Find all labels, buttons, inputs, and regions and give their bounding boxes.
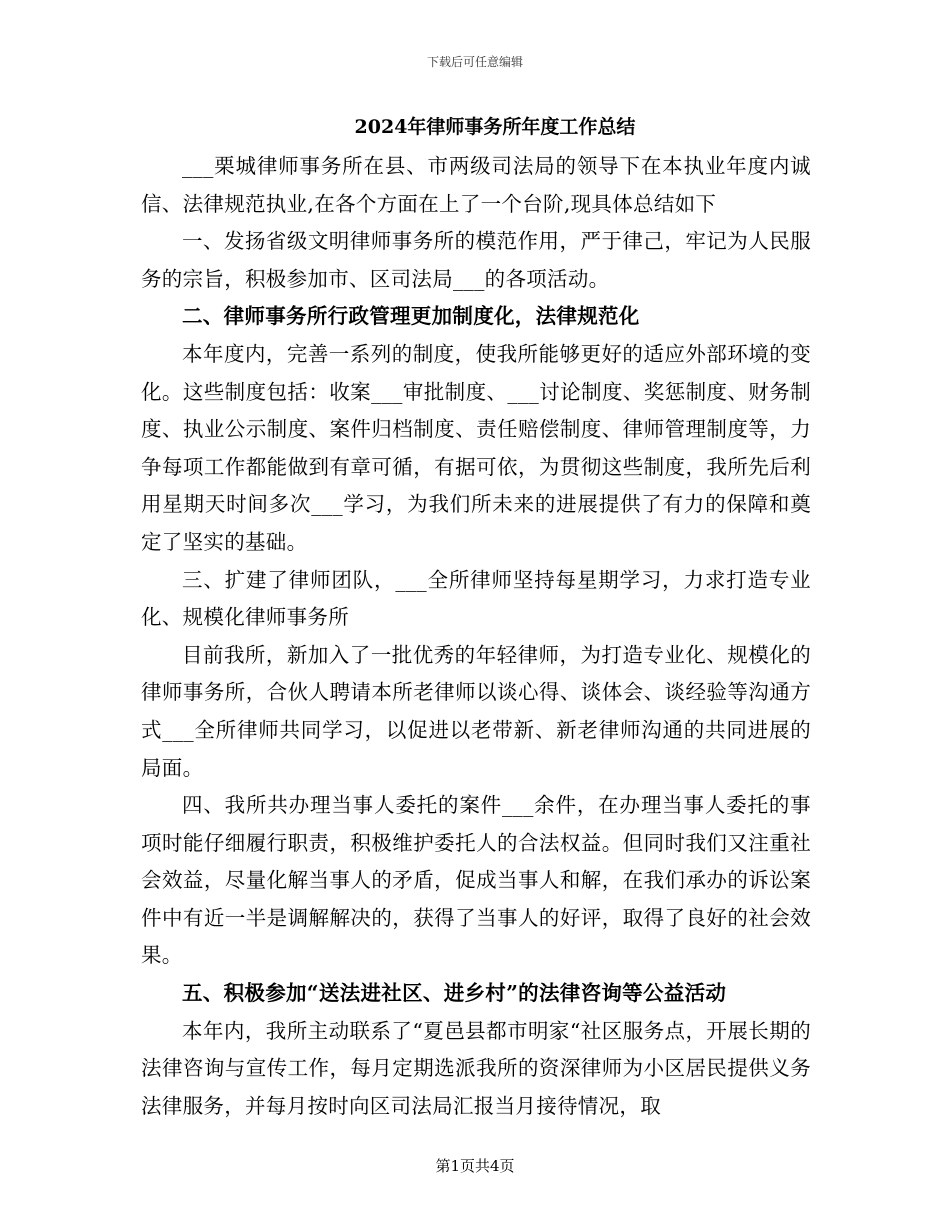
section-heading-5: 五、积极参加“送法进社区、进乡村”的法律咨询等公益活动: [182, 981, 727, 1006]
paragraph-section-2-body: 本年度内，完善一系列的制度，使我所能够更好的适应外部环境的变化。这些制度包括：收案___审批制度、___讨论制度、奖惩制度、财务制度、执业公示制度、案件归档制度、责任赔偿制度、律师管理制度等，力争每项工作都能做到有章可循，有据可依，为贯彻这些制度，我所先后利用星期天时间多次___学习，为我们所未来的进展提供了有力的保障和奠定了坚实的基础。: [141, 341, 811, 554]
section-heading-2: 二、律师事务所行政管理更加制度化，法律规范化: [182, 304, 640, 329]
paragraph-section-1: 一、发扬省级文明律师事务所的模范作用，严于律己，牢记为人民服务的宗旨，积极参加市、区司法局___的各项活动。: [141, 229, 811, 291]
paragraph-intro: ___栗城律师事务所在县、市两级司法局的领导下在本执业年度内诚信、法律规范执业,在各个方面在上了一个台阶,现具体总结如下: [141, 154, 811, 216]
page-header-note: 下载后可任意编辑: [426, 55, 523, 69]
document-title: 2024年律师事务所年度工作总结: [354, 116, 636, 138]
document-body: [141, 112, 811, 1125]
paragraph-section-5-body: 本年内，我所主动联系了“夏邑县都市明家“社区服务点，开展长期的法律咨询与宣传工作，每月定期选派我所的资深律师为小区居民提供义务法律服务，并每月按时向区司法局汇报当月接待情况，取: [141, 1018, 811, 1118]
paragraph-section-3-body: 目前我所，新加入了一批优秀的年轻律师，为打造专业化、规模化的律师事务所，合伙人聘请本所老律师以谈心得、谈体会、谈经验等沟通方式___全所律师共同学习，以促进以老带新、新老律师沟通的共同进展的局面。: [141, 642, 811, 780]
page-number-footer: 第1页共4页: [435, 1157, 515, 1175]
paragraph-section-4: 四、我所共办理当事人委托的案件___余件，在办理当事人委托的事项时能仔细履行职责，积极维护委托人的合法权益。但同时我们又注重社会效益，尽量化解当事人的矛盾，促成当事人和解，在我们承办的诉讼案件中有近一半是调解解决的，获得了当事人的好评，取得了良好的社会效果。: [141, 793, 811, 968]
paragraph-section-3: 三、扩建了律师团队，___全所律师坚持每星期学习，力求打造专业化、规模化律师事务所: [141, 567, 811, 630]
